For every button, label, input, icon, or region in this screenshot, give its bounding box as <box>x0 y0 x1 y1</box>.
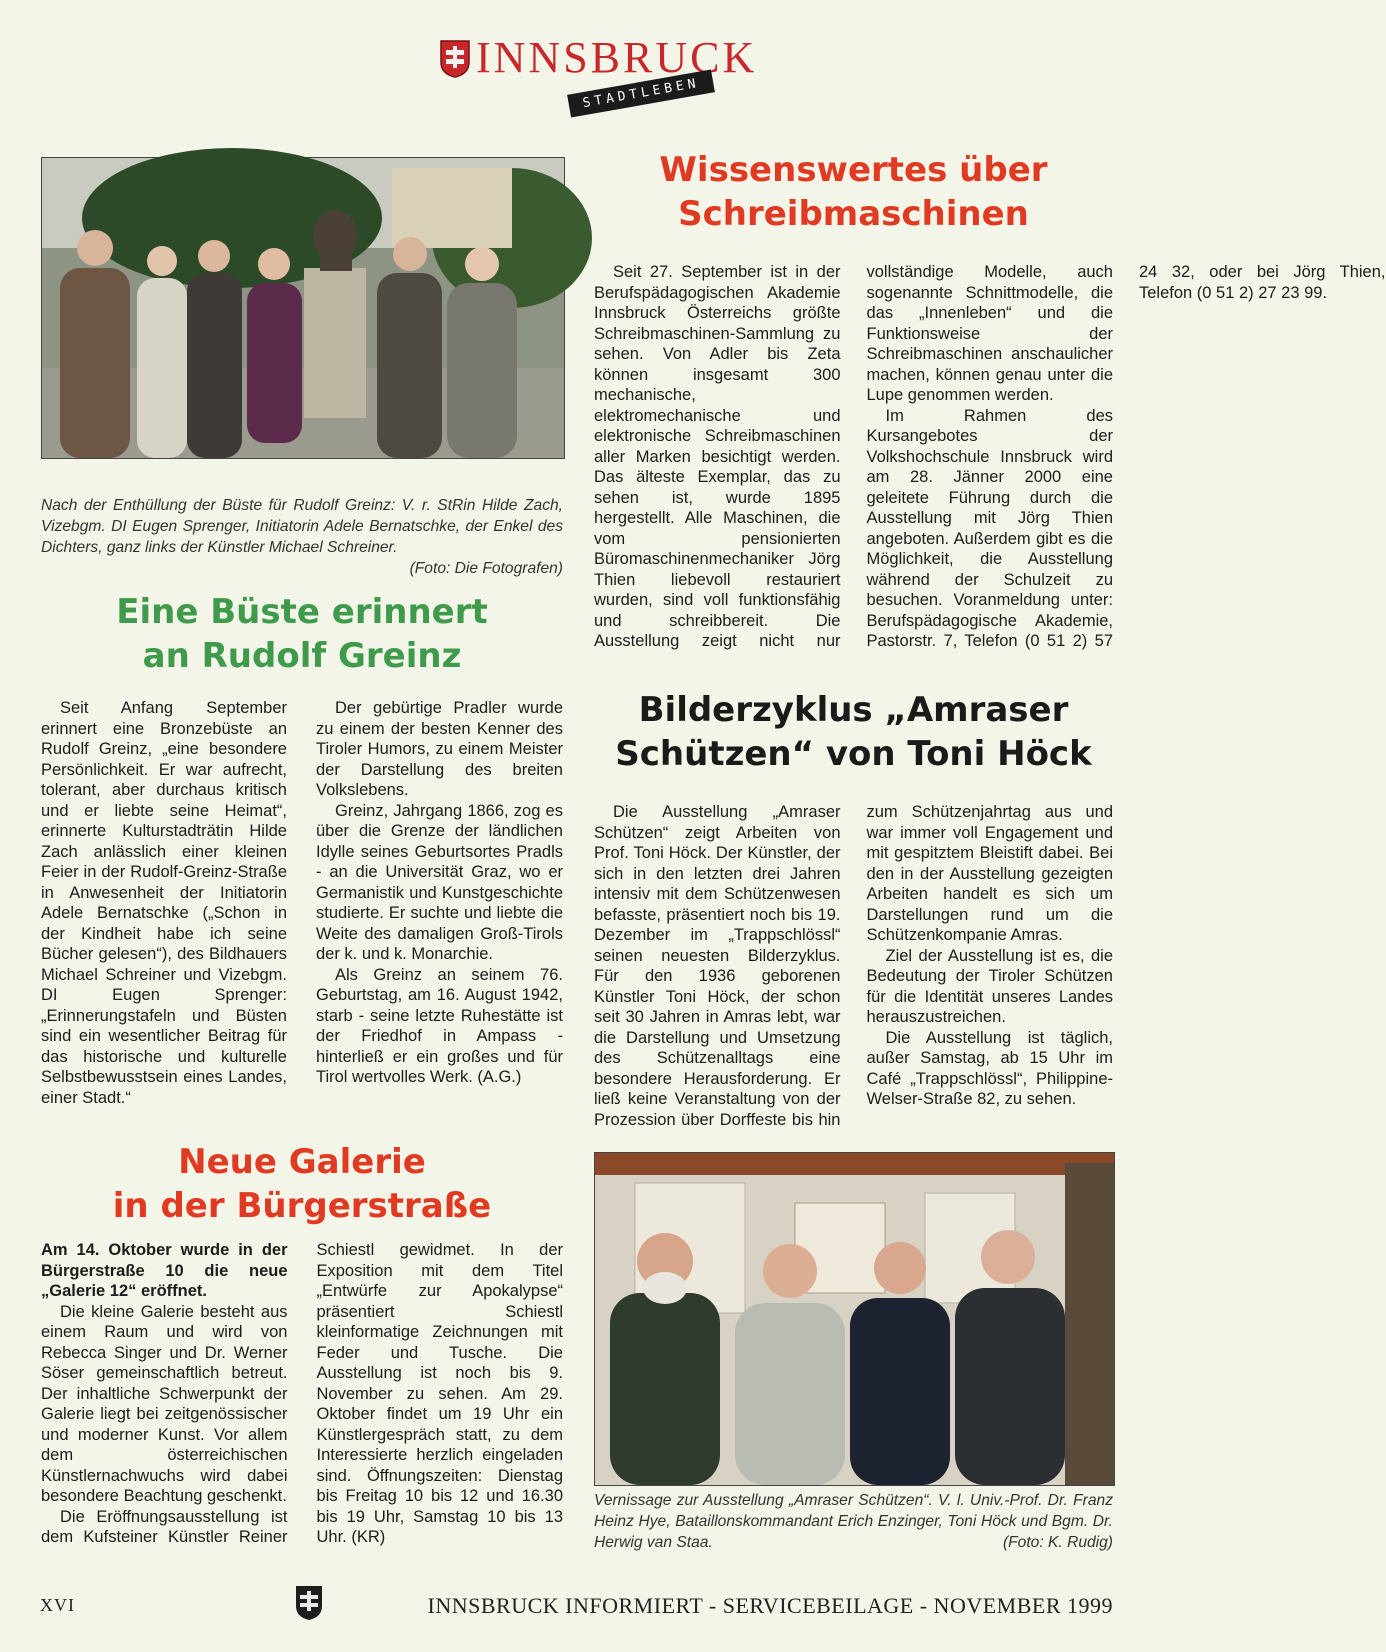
bust-headline-line-1: Eine Büste erinnert <box>116 592 488 632</box>
amras-paragraph-3: Die Ausstellung ist täglich, außer Samstag, ab 15 Uhr im Café „Trappschlössl“, Philippine-Welser-Straße 82, zu sehen. <box>866 1028 1113 1108</box>
gallery-article-body <box>41 1240 563 1556</box>
footer-crest-icon <box>295 1585 323 1621</box>
amras-paragraph-1: Die Ausstellung „Amraser Schützen“ zeigt Arbeiten von Prof. Toni Höck. Der Künstler, der sich in den letzten drei Jahren intensiv mit dem Schützenwesen befasste, präsentiert noch bis 19. Dezember im „Trappschlössl“ seinen neuesten Bilderzyklus. Für den 1936 geborenen Künstler Toni Höck, der schon seit 30 Jahren in Amras lebt, war die Darstellung und Umsetzung des Schützenalltags eine besondere Herausforderung. Er ließ keine Veranstaltung von der Prozession über Dorffeste bis hin zum Schützenjahrtag aus und war immer voll Engagement und mit gespitztem Bleistift dabei. Bei den in der Ausstellung gezeigten Arbeiten handelt es sich um Darstellungen rund um die Schützenkompanie Amras. <box>594 803 1113 1129</box>
vernissage-photo-credit: (Foto: K. Rudig) <box>1002 1534 1113 1551</box>
gallery-article-headline <box>41 1140 563 1228</box>
vernissage-photo-caption <box>594 1490 1113 1553</box>
masthead-title: INNSBRUCK <box>476 33 758 82</box>
typewriter-article-headline <box>594 148 1113 236</box>
gallery-headline-line-2: in der Bürgerstraße <box>112 1186 492 1226</box>
bust-article-column-2 <box>316 698 563 1088</box>
gallery-headline-line-1: Neue Galerie <box>178 1142 426 1182</box>
amras-article-body <box>594 802 1113 1138</box>
page-footer <box>40 1585 1113 1625</box>
bust-headline-line-2: an Rudolf Greinz <box>142 636 462 676</box>
footer-publication: INNSBRUCK INFORMIERT - SERVICEBEILAGE - NOVEMBER 1999 <box>427 1593 1113 1618</box>
vernissage-caption-text: Vernissage zur Ausstellung „Amraser Schützen“. V. l. Univ.-Prof. Dr. Franz Heinz Hye, Bataillonskommandant Erich Enzinger, Toni Höck und Bgm. Dr. Herwig van Staa. <box>594 1492 1113 1551</box>
vernissage-photo <box>594 1152 1115 1486</box>
bust-photo-caption <box>41 495 563 579</box>
innsbruck-crest-icon <box>440 40 470 78</box>
amras-article-headline <box>594 688 1113 776</box>
bust-paragraph-3: Greinz, Jahrgang 1866, zog es über die Grenze der ländlichen Idylle seines Geburtsortes Pradls - an die Universität Graz, wo er Germanistik und Kunstgeschichte studierte. Er suchte und liebte die Weite des damaligen Groß-Tirols der k. und k. Monarchie. <box>316 801 563 963</box>
bust-photo-credit: (Foto: Die Fotografen) <box>409 560 563 577</box>
typewriter-article-body <box>594 262 1386 658</box>
masthead <box>440 33 758 116</box>
bust-paragraph-1: Seit Anfang September erinnert eine Bronzebüste an Rudolf Greinz, „eine besondere Persönlichkeit. Er war aufrecht, tolerant, aber durchaus kritisch und er liebte seine Heimat“, erinnerte Kulturstadträtin Hilde Zach anlässlich einer kleinen Feier in der Rudolf-Greinz-Straße in Anwesenheit der Initiatorin Adele Bernatschke („Schon in der Kindheit habe ich seine Bücher gelesen“), des Bildhauers Michael Schreiner und Vizebgm. DI Eugen Sprenger: „Erinnerungstafeln und Büsten sind ein wesentlicher Beitrag für das historische und kulturelle Selbstbewusstsein eines Landes, einer Stadt.“ <box>41 699 287 1107</box>
typewriter-paragraph-2: Im Rahmen des Kursangebotes der Volkshochschule Innsbruck wird am 28. Jänner 2000 eine geleitete Führung durch die Ausstellung mit Jörg Thien angeboten. Außerdem gibt es die Möglichkeit, die Ausstellung während der Schulzeit zu besuchen. Voranmeldung unter: Berufspädagogische Akademie, Pastorstr. 7, Telefon (0 51 2) 57 24 32, oder bei Jörg Thien, Telefon (0 51 2) 27 23 99. <box>866 263 1386 650</box>
bust-photo-caption-text: Nach der Enthüllung der Büste für Rudolf Greinz: V. r. StRin Hilde Zach, Vizebgm. DI Eugen Sprenger, Initiatorin Adele Bernatschke, der Enkel des Dichters, ganz links der Künstler Michael Schreiner. <box>41 497 563 556</box>
typewriter-paragraph-1: Seit 27. September ist in der Berufspädagogischen Akademie Innsbruck Österreichs größte Schreibmaschinen-Sammlung zu sehen. Von Adler bis Zeta können insgesamt 300 mechanische, elektromechanische und elektronische Schreibmaschinen aller Marken besichtigt werden. Das älteste Exemplar, das zu sehen ist, wurde 1895 hergestellt. Alle Maschinen, die vom pensionierten Büromaschinenmechaniker Jörg Thien liebevoll restauriert wurden, sind voll funktionsfähig und schreibbereit. Die Ausstellung zeigt nicht nur vollständige Modelle, auch sogenannte Schnittmodelle, die das „Innenleben“ und die Funktionsweise der Schreibmaschinen anschaulicher machen, können genau unter die Lupe genommen werden. <box>594 263 1113 650</box>
amras-headline-line-1: Bilderzyklus „Amraser <box>638 690 1069 730</box>
typewriter-headline-line-1: Wissenswertes über <box>659 150 1048 190</box>
bust-paragraph-2: Der gebürtige Pradler wurde zu einem der besten Kenner des Tiroler Humors, zu einem Meister der Darstellung des breiten Volkslebens. <box>316 699 563 799</box>
gallery-paragraph-2: Die Eröffnungsausstellung ist dem Kufsteiner Künstler Reiner Schiestl gewidmet. In der Exposition mit dem Titel „Entwürfe zur Apokalypse“ präsentiert Schiestl kleinformatige Zeichnungen mit Feder und Tusche. Die Ausstellung ist noch bis 9. November zu sehen. Am 29. Oktober findet um 19 Uhr ein Künstlergespräch statt, zu dem Interessierte herzlich eingeladen sind. Öffnungszeiten: Dienstag bis Freitag 10 bis 12 und 16.30 bis 19 Uhr, Samstag 10 bis 13 Uhr. (KR) <box>41 1241 563 1546</box>
bust-unveiling-photo <box>41 157 565 459</box>
bust-article-column-1 <box>41 698 287 1108</box>
amras-headline-line-2: Schützen“ von Toni Höck <box>615 734 1092 774</box>
masthead-tag: STADTLEBEN <box>567 69 715 117</box>
gallery-lead: Am 14. Oktober wurde in der Bürgerstraße 10 die neue „Galerie 12“ eröffnet. <box>41 1241 288 1300</box>
vernissage-photo-image <box>595 1153 1114 1485</box>
bust-paragraph-4: Als Greinz an seinem 76. Geburtstag, am 16. August 1942, starb - seine letzte Ruhestätte ist der Friedhof in Ampass - hinterließ er ein großes und für Tirol wertvolles Werk. (A.G.) <box>316 965 563 1086</box>
bust-article-headline <box>41 590 563 678</box>
page-number: XVI <box>40 1595 75 1615</box>
bust-unveiling-photo-image <box>42 158 564 458</box>
gallery-paragraph-1: Die kleine Galerie besteht aus einem Raum und wird von Rebecca Singer und Dr. Werner Söser gemeinschaftlich betreut. Der inhaltliche Schwerpunkt der Galerie liegt bei zeitgenössischer und moderner Kunst. Vor allem dem österreichischen Künstlernachwuchs wird dabei besondere Beachtung geschenkt. <box>41 1302 288 1505</box>
typewriter-headline-line-2: Schreibmaschinen <box>678 194 1029 234</box>
amras-paragraph-2: Ziel der Ausstellung ist es, die Bedeutung der Tiroler Schützen für die Identität unseres Landes herauszustreichen. <box>866 946 1113 1026</box>
